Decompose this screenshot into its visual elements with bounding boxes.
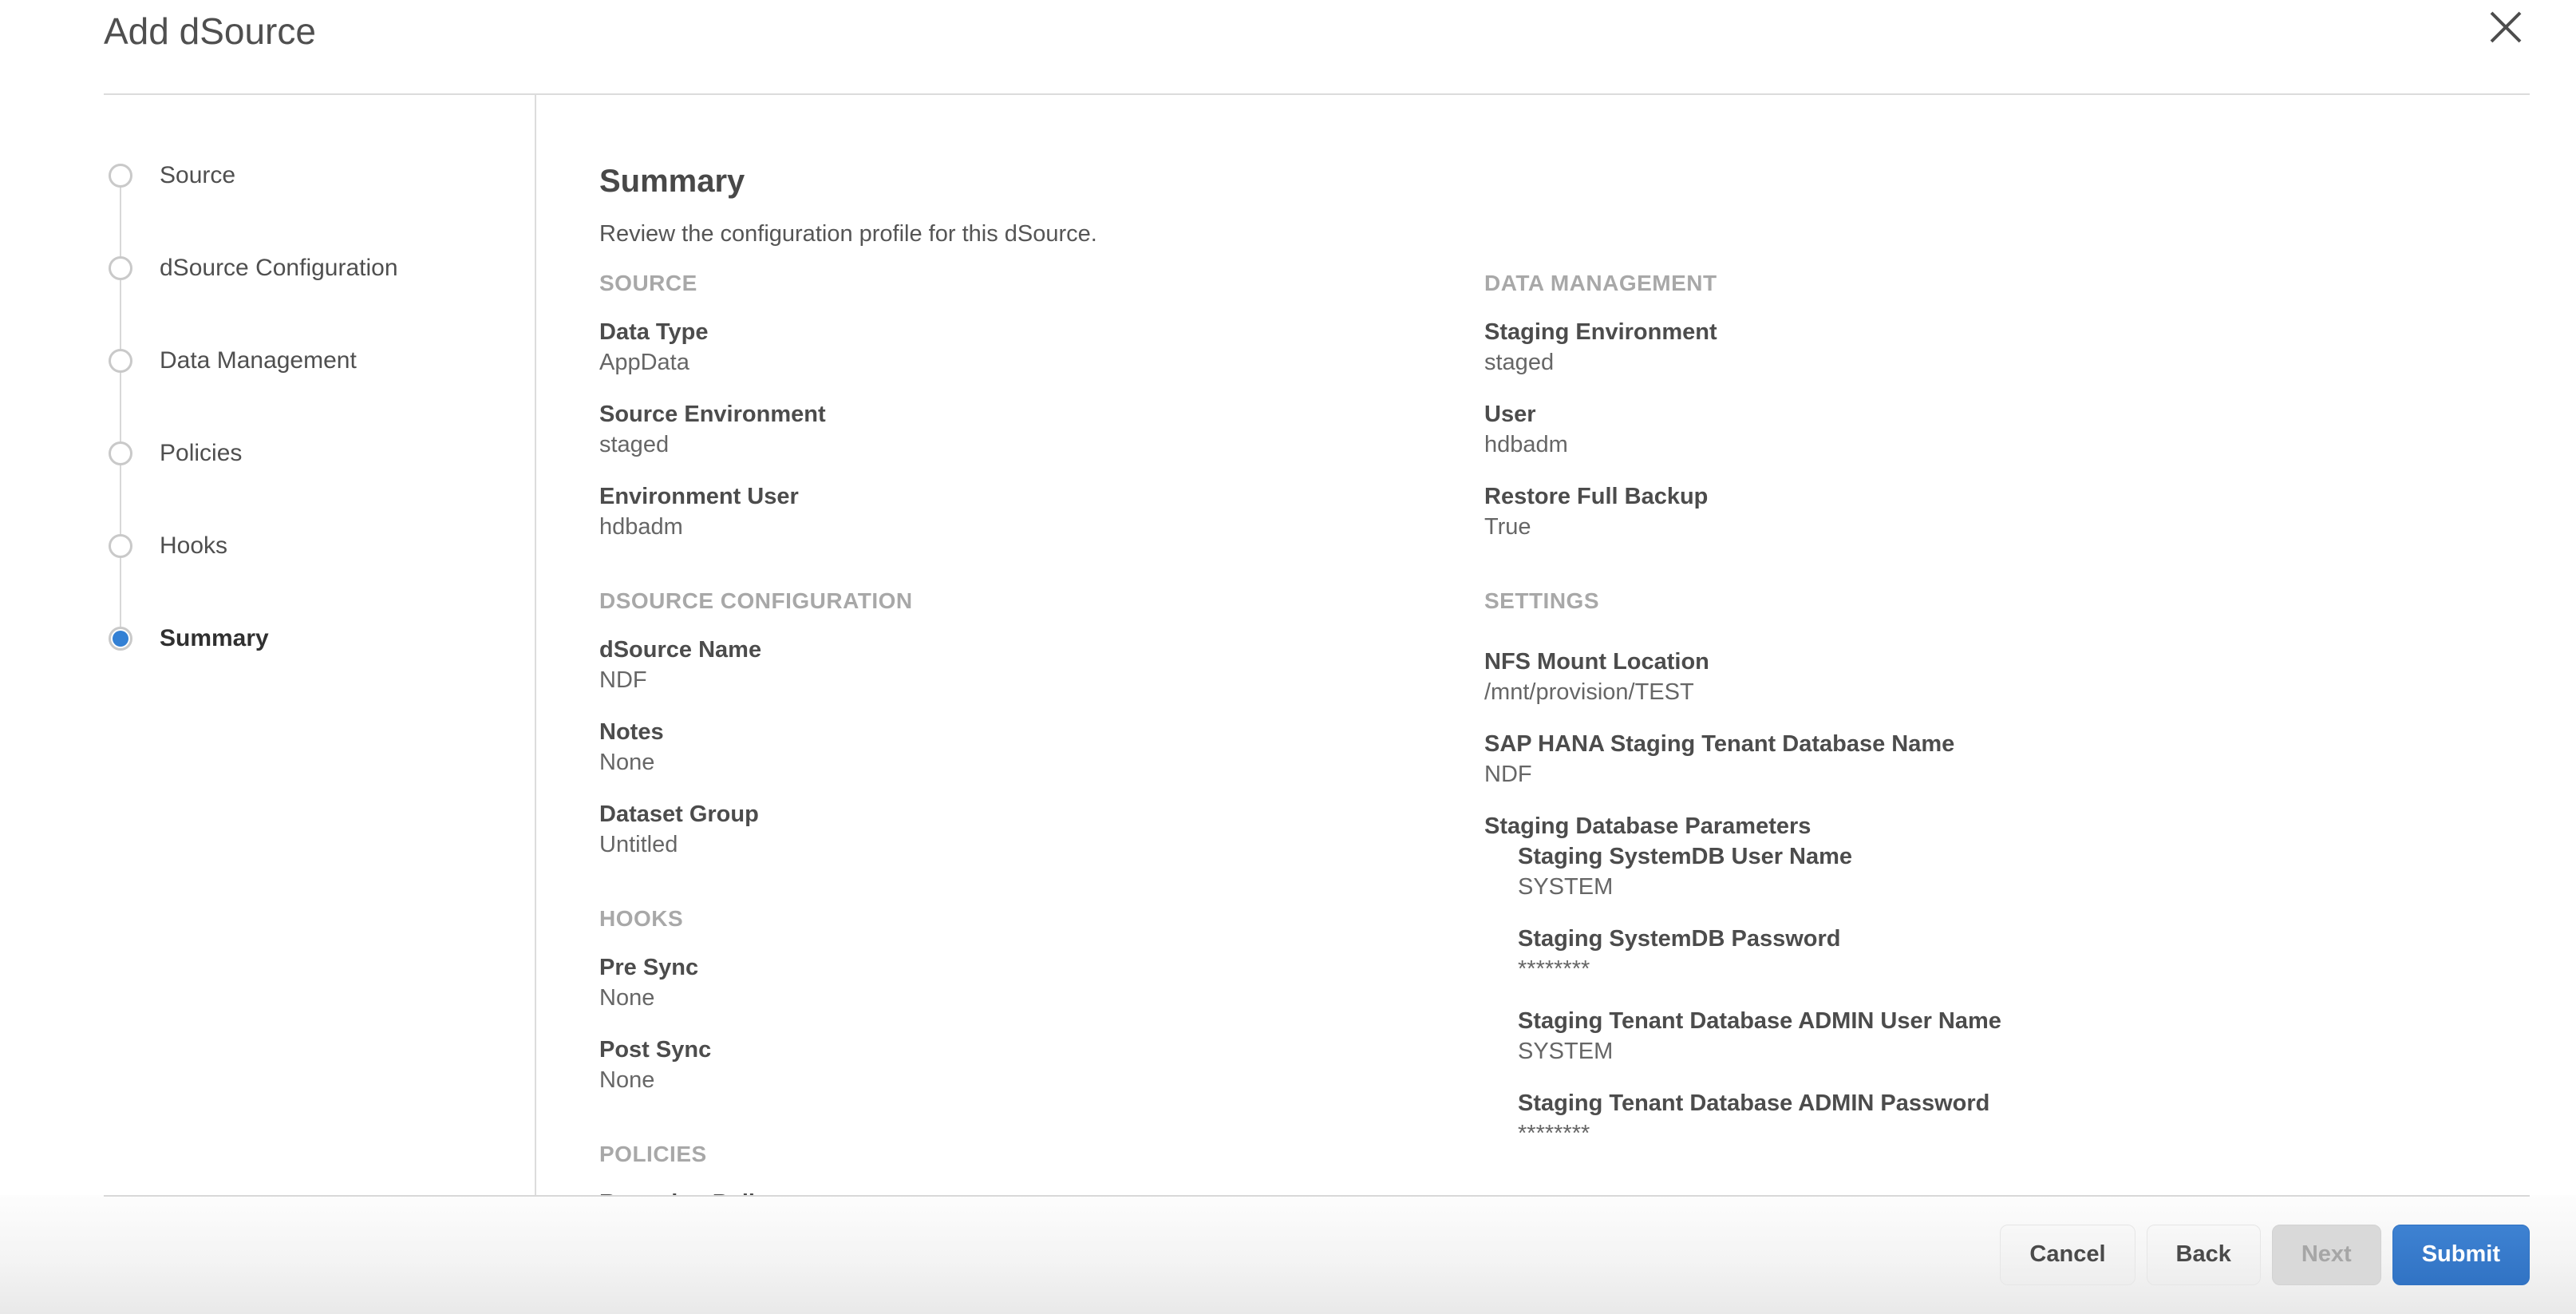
field-label: Data Type [599,319,709,345]
footer-buttons [2000,1195,2530,1314]
summary-field [1484,318,2530,377]
summary-heading: Summary [599,164,745,199]
summary-field [1518,842,2530,901]
dialog-footer [0,1195,2576,1314]
field-label: Source Environment [599,402,826,427]
summary-field [1484,812,2530,841]
field-label: Staging SystemDB User Name [1518,844,1853,869]
sidebar-item-label: Source [160,162,236,188]
section-title: HOOKS [599,906,684,931]
summary-field [1518,924,2530,984]
field-value: /mnt/provision/TEST [1484,679,1694,705]
column-left [599,248,1484,1248]
sidebar-item-source[interactable] [104,129,535,222]
page-title: Add dSource [104,10,316,52]
next-button[interactable]: Next [2272,1225,2381,1285]
summary-section-source [599,269,1484,541]
field-value: hdbadm [599,514,683,540]
column-right [1484,248,2530,1202]
radio-icon [109,256,132,280]
back-button[interactable]: Back [2147,1225,2261,1285]
section-title: DATA MANAGEMENT [1484,271,1717,295]
radio-icon [109,534,132,558]
summary-field [599,800,1484,859]
field-value: staged [599,432,670,457]
summary-field [1484,482,2530,541]
field-value: None [599,750,655,775]
section-title: POLICIES [599,1142,707,1166]
field-label: Pre Sync [599,955,699,980]
summary-section-data-management [1484,269,2530,541]
sidebar-item-hooks[interactable] [104,500,535,592]
field-label: SAP HANA Staging Tenant Database Name [1484,731,1955,757]
close-icon [2485,6,2527,48]
summary-field [1484,730,2530,789]
summary-field [599,482,1484,541]
sidebar-item-policies[interactable] [104,407,535,500]
summary-field [599,400,1484,459]
sidebar-item-dsource-configuration[interactable] [104,222,535,315]
radio-icon [109,349,132,373]
submit-button[interactable]: Submit [2392,1225,2530,1285]
field-value: AppData [599,350,689,375]
field-value: SYSTEM [1518,874,1614,900]
summary-field [1484,647,2530,706]
field-value: SYSTEM [1518,1039,1614,1064]
field-label: NFS Mount Location [1484,649,1709,675]
summary-field [599,718,1484,777]
section-title: SETTINGS [1484,588,1600,613]
field-label: Staging Tenant Database ADMIN Password [1518,1090,1990,1116]
summary-field [1518,1007,2530,1066]
summary-field [599,953,1484,1012]
sidebar-item-label: Hooks [160,532,228,559]
field-value: Untitled [599,832,678,857]
field-value: NDF [599,667,647,693]
summary-field [599,635,1484,695]
summary-panel [599,95,2530,1195]
field-label: Staging Tenant Database ADMIN User Name [1518,1008,2001,1034]
section-title: DSOURCE CONFIGURATION [599,588,913,613]
section-title: SOURCE [599,271,697,295]
radio-icon [109,441,132,465]
field-value: True [1484,514,1531,540]
field-label: Dataset Group [599,801,759,827]
sidebar-item-data-management[interactable] [104,315,535,407]
wizard-sidebar [104,95,536,1195]
field-value: NDF [1484,762,1532,787]
sidebar-item-summary[interactable] [104,592,535,685]
cancel-button[interactable]: Cancel [2000,1225,2135,1285]
sidebar-item-label: Summary [160,625,269,651]
field-label: Environment User [599,484,799,509]
radio-icon [109,627,132,651]
dialog-body [0,95,2576,1195]
radio-icon [109,164,132,188]
field-label: User [1484,402,1536,427]
summary-section-dsource-configuration [599,587,1484,859]
summary-field [599,1035,1484,1094]
field-label: Restore Full Backup [1484,484,1709,509]
sidebar-item-label: Data Management [160,347,357,374]
sidebar-item-label: Policies [160,440,243,466]
sidebar-item-label: dSource Configuration [160,255,398,281]
summary-description: Review the configuration profile for this dSource. [599,221,1097,247]
close-button[interactable] [2485,6,2527,48]
field-label: Staging Database Parameters [1484,813,1811,839]
field-label: Notes [599,719,664,745]
field-label: dSource Name [599,637,762,663]
field-value: ******** [1518,1121,1590,1146]
summary-columns [599,248,2530,1248]
field-value: hdbadm [1484,432,1568,457]
field-label: Staging Environment [1484,319,1717,345]
summary-field [1518,1089,2530,1148]
field-value: ******** [1518,956,1590,982]
field-label: Post Sync [599,1037,712,1063]
field-label: Staging SystemDB Password [1518,926,1841,952]
summary-field [599,318,1484,377]
field-value: staged [1484,350,1555,375]
field-value: None [599,1067,655,1093]
wizard-steps [104,95,535,685]
summary-section-hooks [599,904,1484,1094]
field-value: None [599,985,655,1011]
summary-section-settings [1484,587,2530,1202]
summary-field [1484,400,2530,459]
